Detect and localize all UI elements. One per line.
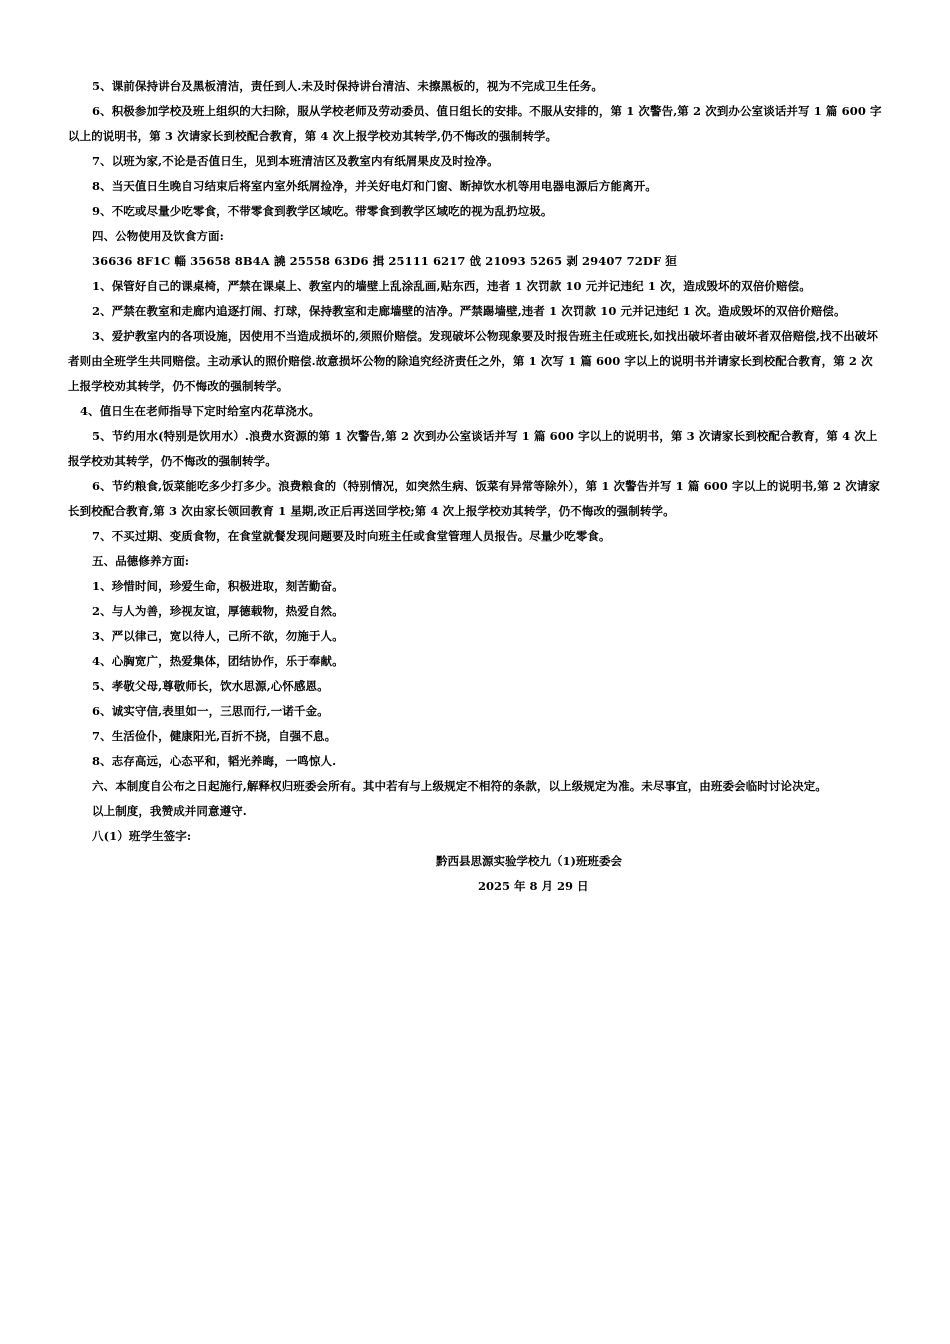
paragraph: 2、与人为善，珍视友谊，厚德载物，热爱自然。 (92, 604, 344, 618)
paragraph: 9、不吃或尽量少吃零食，不带零食到教学区域吃。带零食到教学区域吃的视为乱扔垃圾。 (92, 204, 553, 218)
paragraph: 以上制度，我赞成并同意遵守. (92, 804, 247, 818)
document-page (0, 74, 950, 899)
paragraph: 四、公物使用及饮食方面: (92, 229, 224, 243)
paragraph: 4、值日生在老师指导下定时给室内花草浇水。 (80, 404, 321, 418)
paragraph: 5、课前保持讲台及黑板清洁，责任到人.未及时保持讲台清洁、未擦黑板的，视为不完成卫生任务。 (92, 79, 603, 93)
paragraph: 7、以班为家,不论是否值日生，见到本班清洁区及教室内有纸屑果皮及时捡净。 (92, 154, 499, 168)
paragraph: 2、严禁在教室和走廊内追逐打闹、打球，保持教室和走廊墙壁的洁净。严禁踢墙壁,违者 1 次罚款 10 元并记违纪 1 次。造成毁坏的双倍价赔偿。 (92, 304, 846, 318)
paragraph: 8、当天值日生晚自习结束后将室内室外纸屑捡净，并关好电灯和门窗、断掉饮水机等用电器电源后方能离开。 (92, 179, 657, 193)
paragraph: 7、不买过期、变质食物，在食堂就餐发现问题要及时向班主任或食堂管理人员报告。尽量少吃零食。 (92, 529, 611, 543)
paragraph: 六、本制度自公布之日起施行,解释权归班委会所有。其中若有与上级规定不相符的条款，以上级规定为准。未尽事宜，由班委会临时讨论决定。 (92, 779, 827, 793)
paragraph: 6、积极参加学校及班上组织的大扫除，服从学校老师及劳动委员、值日组长的安排。不服从安排的，第 1 次警告,第 2 次到办公室谈话并写 1 篇 600 字以上的说明书，第 3 次请家长到校配合教育，第 4 次上报学校劝其转学,仍不悔改的强制转学。 (68, 104, 882, 143)
paragraph: 5、孝敬父母,尊敬师长，饮水思源,心怀感恩。 (92, 679, 329, 693)
paragraph: 7、生活俭仆，健康阳光,百折不挠，自强不息。 (92, 729, 337, 743)
paragraph: 6、节约粮食,饭菜能吃多少打多少。浪费粮食的（特别情况，如突然生病、饭菜有异常等除外），第 1 次警告并写 1 篇 600 字以上的说明书,第 2 次请家长到校配合教育,第 3 次由家长领回教育 1 星期,改正后再送回学校;第 4 次上报学校劝其转学，仍不悔改的强制转学。 (68, 479, 880, 518)
paragraph: 五、品德修养方面: (92, 554, 190, 568)
signature-organization: 黔西县思源实验学校九（1)班班委会 (436, 854, 622, 868)
paragraph: 3、严以律己，宽以待人，己所不欲，勿施于人。 (92, 629, 344, 643)
signature-date: 2025 年 8 月 29 日 (478, 879, 589, 893)
paragraph: 1、保管好自己的课桌椅，严禁在课桌上、教室内的墙壁上乱涂乱画,贴东西，违者 1 次罚款 10 元并记违纪 1 次，造成毁坏的双倍价赔偿。 (92, 279, 811, 293)
paragraph: 5、节约用水(特别是饮用水）.浪费水资源的第 1 次警告,第 2 次到办公室谈话并写 1 篇 600 字以上的说明书，第 3 次请家长到校配合教育，第 4 次上报学校劝其转学，仍不悔改的强制转学。 (68, 429, 878, 468)
paragraph: 36636 8F1C 輜 35658 8B4A 譊 25558 63D6 揖 25111 6217 戗 21093 5265 剥 29407 72DF 狟 (92, 254, 677, 268)
paragraph: 八(1）班学生签字: (92, 829, 192, 843)
paragraph: 8、志存高远，心态平和，韬光养晦，一鸣惊人. (92, 754, 337, 768)
paragraph: 3、爱护教室内的各项设施，因使用不当造成损坏的,须照价赔偿。发现破坏公物现象要及时报告班主任或班长,如找出破坏者由破坏者双倍赔偿,找不出破坏者则由全班学生共同赔偿。主动承认的照价赔偿.故意损坏公物的除追究经济责任之外，第 1 次写 1 篇 600 字以上的说明书并请家长到校配合教育，第 2 次上报学校劝其转学，仍不悔改的强制转学。 (68, 329, 879, 393)
paragraph: 4、心胸宽广，热爱集体，团结协作，乐于奉献。 (92, 654, 344, 668)
document-body (0, 74, 950, 849)
paragraph: 1、珍惜时间，珍爱生命，积极进取，刻苦勤奋。 (92, 579, 344, 593)
paragraph: 6、诚实守信,表里如一，三思而行,一诺千金。 (92, 704, 329, 718)
